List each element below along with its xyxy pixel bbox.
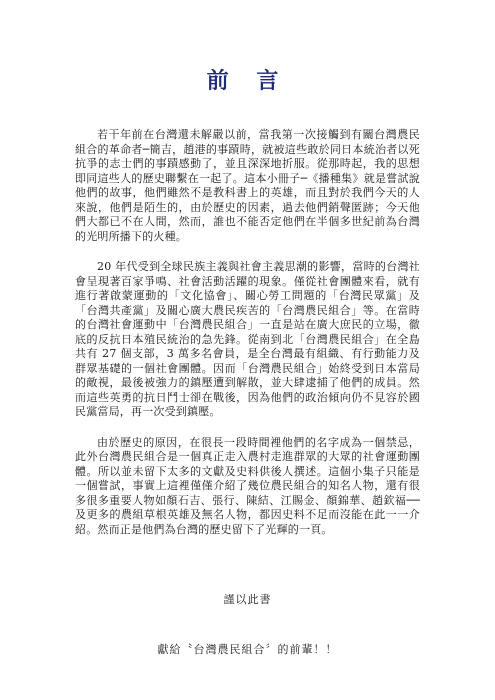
preface-body — [75, 128, 420, 553]
page-title: 前 言 — [206, 68, 289, 94]
dedication-heading: 謹以此書 — [223, 593, 272, 606]
paragraph-2: 20 年代受到全球民族主義與社會主義思潮的影響，當時的台灣社會呈現著百家爭鳴、社會活動活躍的現象。僅從社會團體來看，就有進行著啟蒙運動的「文化協會」、關心勞工問題的「台灣民眾黨」及「台灣共產黨」及關心廣大農民疾苦的「台灣農民組合」等。在當時的台灣社會運動中「台灣農民組合」一直是站在廣大庶民的立場，徹底的反抗日本殖民統治的急先鋒。從南到北「台灣農民組合」在全島共有 27 個支部，3 萬多名會員，是全台灣最有組織、有行動能力及群眾基礎的一個社會團體。因而「台灣農民組合」始終受到日本當局的敵視，最後被強力的鎮壓遭到解散，並大肆逮捕了他們的成員。然而這些英勇的抗日鬥士卻在戰後，因為他們的政治傾向仍不見容於國民黨當局，再一次受到鎮壓。 — [75, 260, 420, 418]
paragraph-1: 若干年前在台灣還未解嚴以前，當我第一次接觸到有關台灣農民組合的革命者─簡吉，趙港的事蹟時，就被這些敢於同日本統治者以死抗爭的志士們的事蹟感動了，並且深深地折服。從那時起，我的思想即同這些人的歷史聯繫在一起了。這本小冊子─《播種集》就是嘗試說他們的故事，他們雖然不是教科書上的英雄，而且對於我們今天的人來說，他們是陌生的，由於歷史的因素，過去他們銷聲匿跡；今天他們大都已不在人間，然而，誰也不能否定他們在半個多世紀前為台灣的光明所播下的火種。 — [75, 128, 420, 243]
paragraph-3: 由於歷史的原因，在很長一段時間裡他們的名字成為一個禁忌，此外台灣農民組合是一個真正走入農村走進群眾的大眾的社會運動團體。所以並未留下太多的文獻及史料供後人撰述。這個小集子只能是一個嘗試，事實上這裡僅僅介紹了幾位農民組合的知名人物，還有很多很多重要人物如顏石吉、張行、陳結、江賜金、顏錦華、趙欽福──及更多的農組草根英雄及無名人物，都因史料不足而沒能在此一一介紹。然而正是他們為台灣的歷史留下了光輝的一頁。 — [75, 435, 420, 536]
dedication-text: 獻給〝台灣農民組合〞的前輩！！ — [157, 643, 338, 656]
